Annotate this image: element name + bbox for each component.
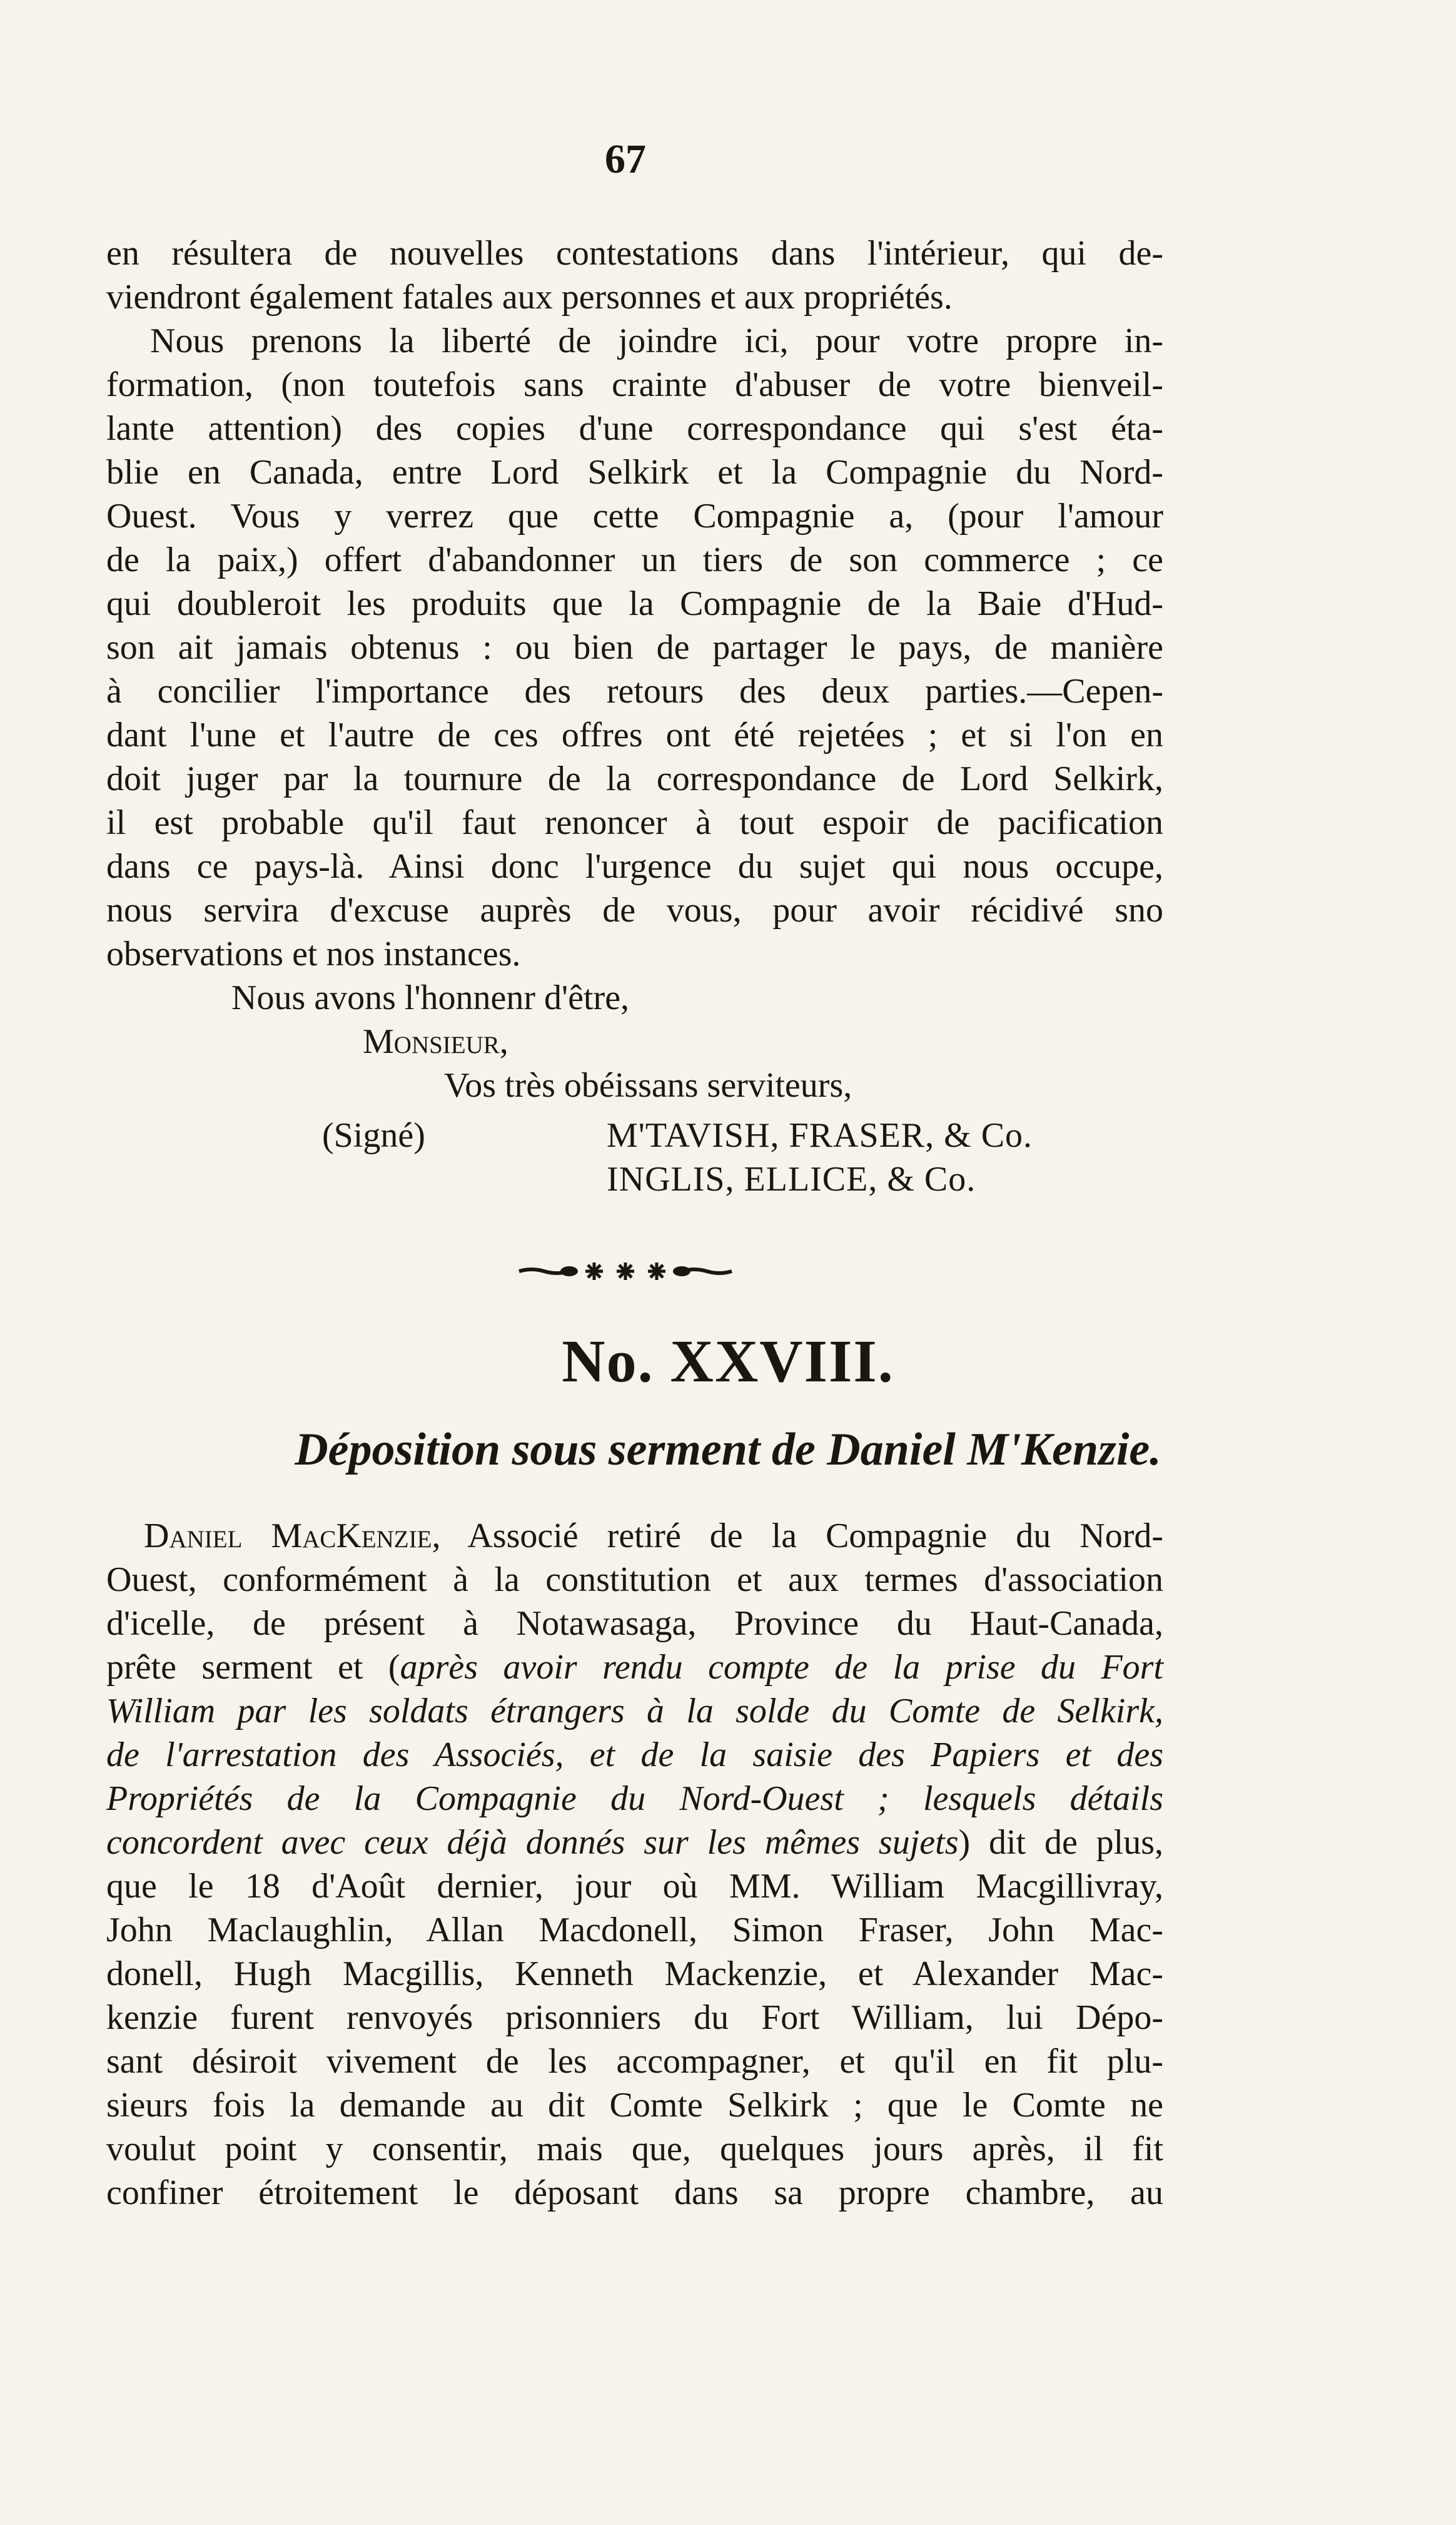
text-line: dant l'une et l'autre de ces offres ont été rejetées ; et si l'on en <box>106 716 1163 754</box>
text-line: sieurs fois la demande au dit Comte Selkirk ; que le Comte ne <box>106 2086 1163 2125</box>
text-line: prête serment et (après avoir rendu compte de la prise du Fort <box>106 1648 1164 1687</box>
text-line: de la paix,) offert d'abandonner un tiers de son commerce ; ce <box>106 541 1163 579</box>
text-line: viendront également fatales aux personnes et aux propriétés. <box>106 278 953 317</box>
text-line: formation, (non toutefois sans crainte d'abuser de votre bienveil- <box>106 365 1163 404</box>
text-line: blie en Canada, entre Lord Selkirk et la Compagnie du Nord- <box>106 453 1163 492</box>
text-line: Ouest. Vous y verrez que cette Compagnie a, (pour l'amour <box>106 497 1163 536</box>
text-line: sant désiroit vivement de les accompagner, et qu'il en fit plu- <box>106 2042 1163 2081</box>
text-line: Propriétés de la Compagnie du Nord-Ouest ; lesquels détails <box>106 1779 1163 1818</box>
text-line: John Maclaughlin, Allan Macdonell, Simon Fraser, John Mac- <box>106 1911 1163 1949</box>
text-line: dans ce pays-là. Ainsi donc l'urgence du sujet qui nous occupe, <box>106 847 1163 886</box>
text-line: qui doubleroit les produits que la Compagnie de la Baie d'Hud- <box>106 584 1163 623</box>
text-line: doit juger par la tournure de la correspondance de Lord Selkirk, <box>106 760 1163 798</box>
signed-label: (Signé) <box>322 1116 425 1155</box>
document-subheading: Déposition sous serment de Daniel M'Kenzie. <box>295 1424 1161 1475</box>
text-line: observations et nos instances. <box>106 935 521 973</box>
text-line: d'icelle, de présent à Notawasaga, Province du Haut-Canada, <box>106 1604 1163 1643</box>
text-line: il est probable qu'il faut renoncer à tout espoir de pacification <box>106 803 1163 842</box>
text-line: de l'arrestation des Associés, et de la saisie des Papiers et des <box>106 1735 1163 1774</box>
text-line: concordent avec ceux déjà donnés sur les mêmes sujets) dit de plus, <box>106 1823 1163 1862</box>
deponent-name: Daniel MacKenzie <box>144 1517 432 1555</box>
text-line: Nous prenons la liberté de joindre ici, pour votre propre in- <box>150 322 1163 360</box>
text-line: Daniel MacKenzie, Associé retiré de la Compagnie du Nord- <box>144 1517 1163 1555</box>
ornament-divider-icon <box>513 1251 738 1289</box>
text-line: William par les soldats étrangers à la solde du Comte de Selkirk, <box>106 1692 1163 1730</box>
text-line: kenzie furent renvoyés prisonniers du Fort William, lui Dépo- <box>106 1998 1163 2037</box>
text-line: lante attention) des copies d'une correspondance qui s'est éta- <box>106 409 1163 448</box>
text-line: son ait jamais obtenus : ou bien de partager le pays, de manière <box>106 628 1163 667</box>
text-line: voulut point y consentir, mais que, quelques jours après, il fit <box>106 2130 1163 2168</box>
text-line: en résultera de nouvelles contestations dans l'intérieur, qui de- <box>106 234 1163 273</box>
document-heading: No. XXVIII. <box>562 1328 894 1395</box>
text-line: nous servira d'excuse auprès de vous, pour avoir récidivé sno <box>106 891 1163 930</box>
text-line: Ouest, conformément à la constitution et aux termes d'association <box>106 1560 1163 1599</box>
signatory-firm: INGLIS, ELLICE, & Co. <box>607 1160 976 1199</box>
text-line: à concilier l'importance des retours des deux parties.—Cepen- <box>106 672 1163 711</box>
page-number: 67 <box>605 136 646 182</box>
text-line: que le 18 d'Août dernier, jour où MM. William Macgillivray, <box>106 1867 1163 1906</box>
signatory-firm: M'TAVISH, FRASER, & Co. <box>607 1116 1033 1155</box>
closing-honour: Nous avons l'honnenr d'être, <box>231 978 630 1017</box>
closing-salutation: Monsieur, <box>363 1022 508 1061</box>
text-line: confiner étroitement le déposant dans sa propre chambre, au <box>106 2173 1163 2212</box>
text-line: donell, Hugh Macgillis, Kenneth Mackenzie, et Alexander Mac- <box>106 1954 1163 1993</box>
closing-servants: Vos très obéissans serviteurs, <box>444 1066 852 1105</box>
